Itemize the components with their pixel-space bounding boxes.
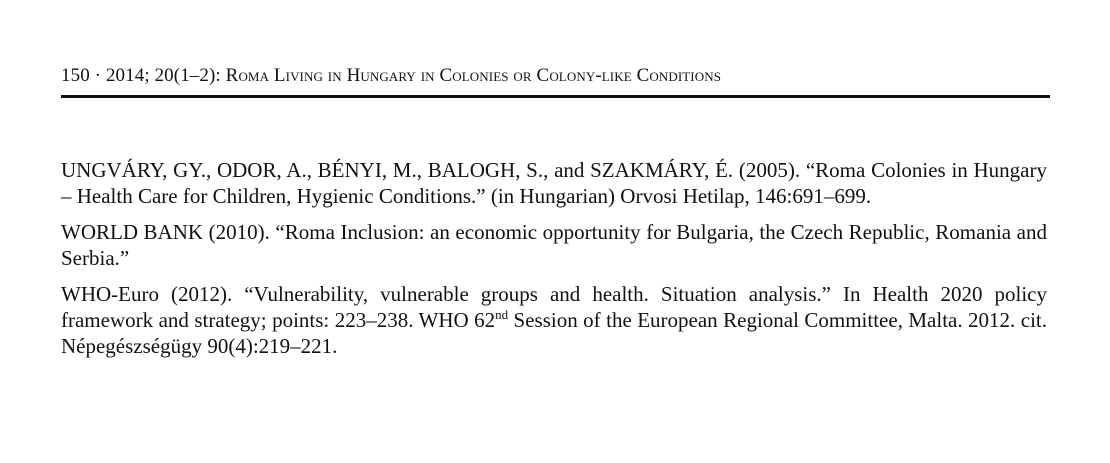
reference-who-euro-part1: WHO-Euro (2012). “Vulnerability, vulnerable groups and health. Situation analysis.” In Health 2020 policy framework and strategy; points: 223–238. WHO 62 (61, 282, 1047, 332)
page-number: 150 (61, 65, 90, 86)
reference-who-euro-part2: Session of the European Regional Committee, Malta. 2012. cit. Népegészségügy 90(4):219–221. (61, 308, 1047, 358)
reference-world-bank: WORLD BANK (2010). “Roma Inclusion: an economic opportunity for Bulgaria, the Czech Republic, Romania and Serbia.” (61, 220, 1047, 270)
running-header (61, 64, 1050, 88)
journal-citation: 2014; 20(1–2): (105, 65, 226, 86)
reference-ungvary: UNGVÁRY, GY., ODOR, A., BÉNYI, M., BALOGH, S., and SZAKMÁRY, É. (2005). “Roma Colonies in Hungary – Health Care for Children, Hygienic Conditions.” (in Hungarian) Orvosi Hetilap, 146:691–699. (61, 158, 1047, 208)
running-title: Roma Living in Hungary in Colonies or Colony-like Conditions (225, 65, 722, 86)
reference-list (61, 157, 1047, 369)
ordinal-superscript: nd (495, 307, 509, 322)
header-separator: · (89, 65, 106, 86)
reference-who-euro (61, 281, 1047, 359)
header-rule (61, 95, 1050, 98)
